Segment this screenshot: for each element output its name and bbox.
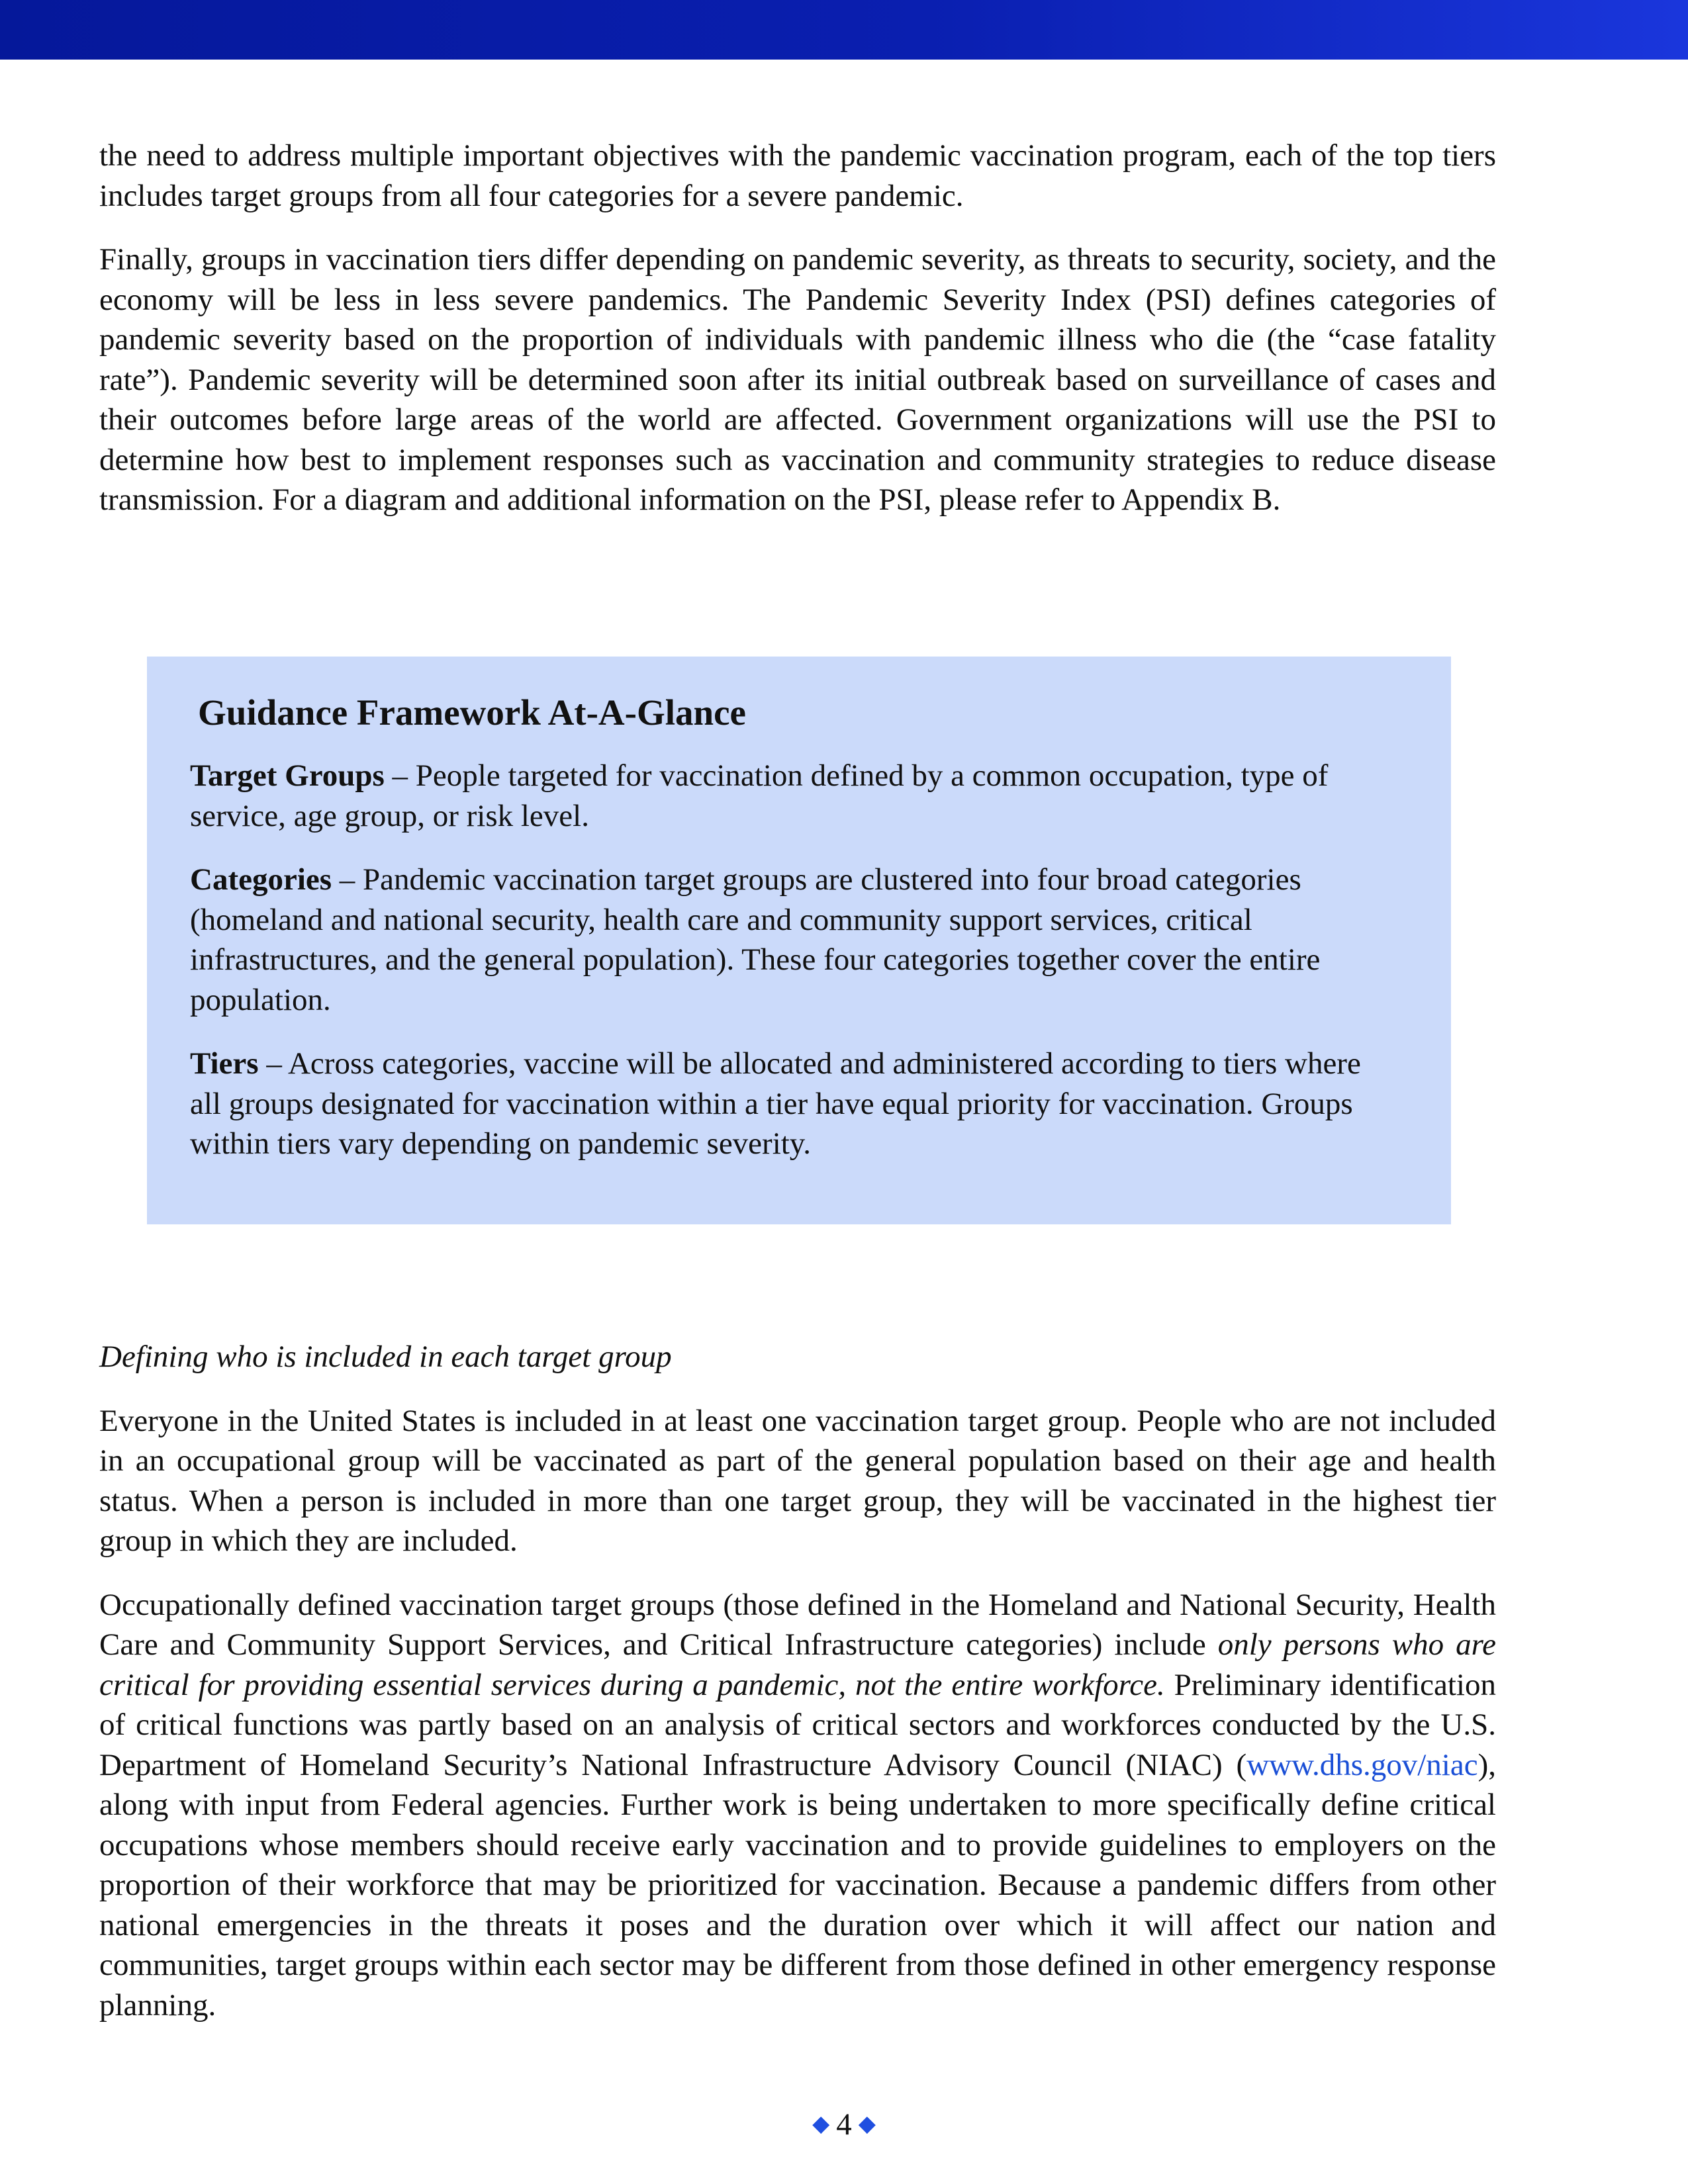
paragraph-text: ), along with input from Federal agencies. Further work is being undertaken to more specifically define critical occupations whose members should receive early vaccination and to provide guidelines to employers on the proportion of their workforce that may be prioritized for vaccination. Because a pandemic differs from other national emergencies in the threats it poses and the duration over which it will affect our nation and communities, target groups within each sector may be different from those defined in other emergency response planning.: [99, 1747, 1496, 2023]
diamond-icon: ◆: [812, 2112, 830, 2137]
callout-definition: – Across categories, vaccine will be allocated and administered according to tiers where all groups designated for vaccination within a tier have equal priority for vaccination. Groups within tiers vary depending on pandemic severity.: [190, 1046, 1361, 1161]
page-footer: [0, 2105, 1688, 2147]
guidance-framework-callout: [147, 657, 1451, 1224]
intro-text: [99, 136, 1496, 544]
callout-item-target-groups: [190, 756, 1378, 836]
callout-item-tiers: [190, 1044, 1378, 1164]
page-number: 4: [836, 2107, 852, 2142]
callout-definition: – Pandemic vaccination target groups are clustered into four broad categories (homeland and national security, health care and community support services, critical infrastructures, and the general population). These four categories together cover the entire population.: [190, 862, 1321, 1017]
intro-paragraph-2: Finally, groups in vaccination tiers differ depending on pandemic severity, as threats to security, society, and the economy will be less in less severe pandemics. The Pandemic Severity Index (PSI) defines categories of pandemic severity based on the proportion of individuals with pandemic illness who die (the “case fatality rate”). Pandemic severity will be determined soon after its initial outbreak based on surveillance of cases and their outcomes before large areas of the world are affected. Government organizations will use the PSI to determine how best to implement responses such as vaccination and community strategies to reduce disease transmission. For a diagram and additional information on the PSI, please refer to Appendix B.: [99, 242, 1496, 517]
callout-term: Tiers: [190, 1046, 259, 1081]
callout-item-categories: [190, 860, 1378, 1020]
diamond-icon: ◆: [858, 2112, 876, 2137]
emphasis-text: only persons who are critical for providing essential services during a pandemic, not the entire workforce.: [99, 1627, 1496, 1702]
callout-term: Categories: [190, 862, 332, 897]
target-group-section: [99, 1337, 1496, 2049]
niac-link[interactable]: www.dhs.gov/niac: [1246, 1747, 1478, 1782]
section-paragraph-2: [99, 1585, 1496, 2026]
callout-definition: – People targeted for vaccination defined by a common occupation, type of service, age group, or risk level.: [190, 758, 1329, 833]
section-paragraph-1: Everyone in the United States is included in at least one vaccination target group. People who are not included in an occupational group will be vaccinated as part of the general population based on their age and health status. When a person is included in more than one target group, they will be vaccinated in the highest tier group in which they are included.: [99, 1403, 1496, 1558]
intro-paragraph-1: the need to address multiple important objectives with the pandemic vaccination program, each of the top tiers includes target groups from all four categories for a severe pandemic.: [99, 138, 1496, 213]
callout-title: Guidance Framework At-A-Glance: [198, 692, 746, 733]
paragraph-text: Preliminary identification of critical functions was partly based on an analysis of critical sectors and workforces conducted by the U.S. Department of Homeland Security’s National Infrastructure Advisory Council (NIAC) (: [99, 1667, 1496, 1782]
section-heading: Defining who is included in each target group: [99, 1340, 672, 1374]
callout-term: Target Groups: [190, 758, 385, 793]
paragraph-text: Occupationally defined vaccination target groups (those defined in the Homeland and National Security, Health Care and Community Support Services, and Critical Infrastructure categories) include: [99, 1587, 1496, 1662]
header-band: [0, 0, 1688, 60]
